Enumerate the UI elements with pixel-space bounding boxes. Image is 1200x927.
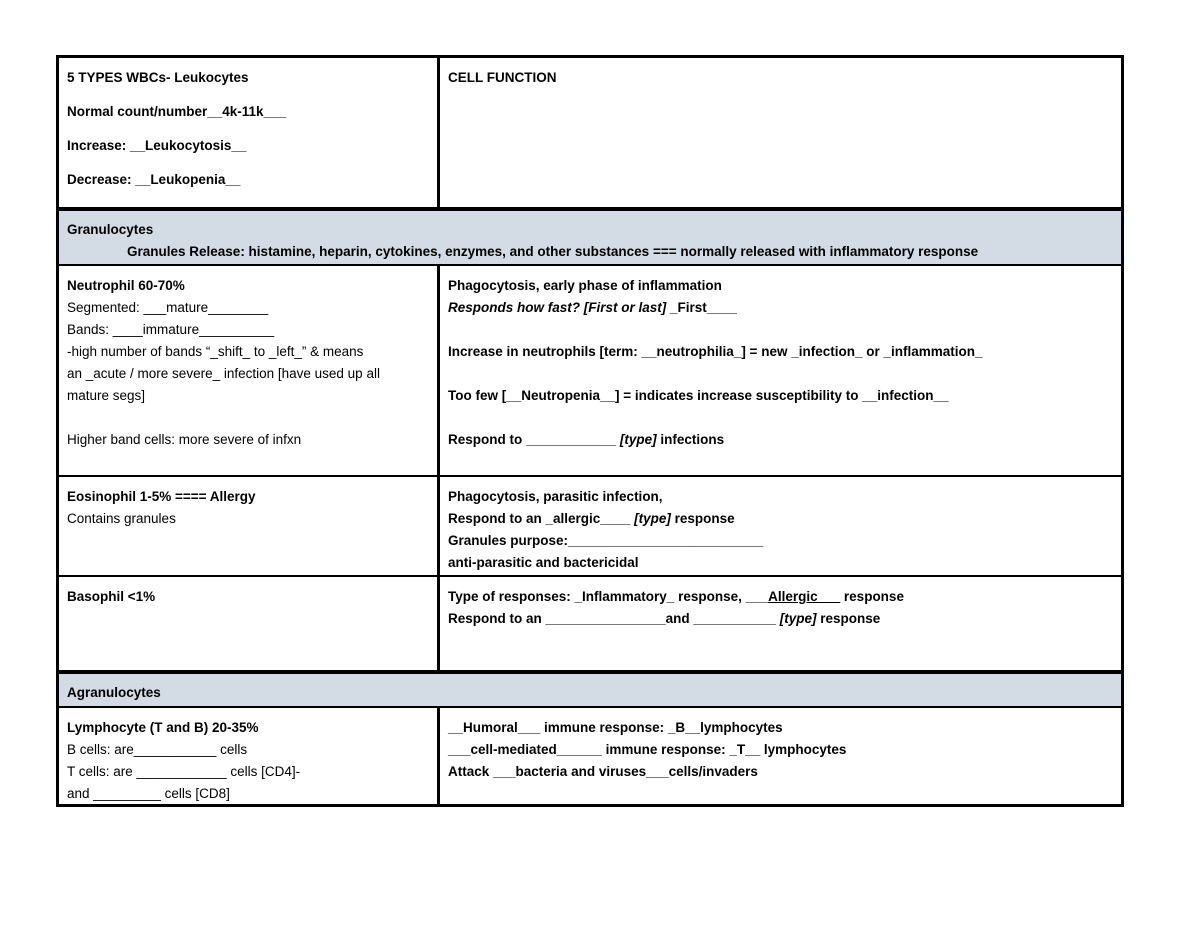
t-cells-text: T cells: are ____________ cells [CD4]-	[67, 764, 301, 779]
normal-count: Normal count/number__4k-11k___	[67, 104, 287, 119]
eosinophil-row	[59, 475, 1121, 575]
cell-function-title: CELL FUNCTION	[448, 70, 557, 85]
granules-purpose: Granules purpose:__________________________	[448, 533, 764, 548]
lymphocyte-title: Lymphocyte (T and B) 20-35%	[67, 720, 259, 735]
lymphocyte-right-cell	[440, 708, 1121, 804]
lymphocyte-row	[59, 706, 1121, 804]
lymphocyte-left-cell	[59, 708, 440, 804]
granulocytes-band	[59, 211, 1121, 264]
neutrophil-title: Neutrophil 60-70%	[67, 278, 185, 293]
neutrophil-row	[59, 264, 1121, 475]
neutrophil-left-cell	[59, 266, 440, 475]
basophil-row	[59, 575, 1121, 670]
respond-to-an: Respond to an ________________and ___________ [type] response	[448, 611, 881, 626]
higher-band-text: Higher band cells: more severe of infxn	[67, 432, 302, 447]
mature-segs-text: mature segs]	[67, 388, 146, 403]
cd8-text: and _________ cells [CD8]	[67, 786, 230, 801]
shift-left-text: -high number of bands “_shift_ to _left_” & means	[67, 344, 364, 359]
agranulocytes-band-row	[59, 670, 1121, 706]
header-row	[59, 58, 1121, 207]
basophil-title: Basophil <1%	[67, 589, 156, 604]
granulocytes-title: Granulocytes	[67, 222, 154, 237]
contains-granules: Contains granules	[67, 511, 176, 526]
eosinophil-phagocytosis: Phagocytosis, parasitic infection,	[448, 489, 663, 504]
increase-term: Increase: __Leukocytosis__	[67, 138, 247, 153]
neutrophil-right-cell	[440, 266, 1121, 475]
anti-parasitic: anti-parasitic and bactericidal	[448, 555, 639, 570]
neutrophil-phagocytosis: Phagocytosis, early phase of inflammation	[448, 278, 722, 293]
header-left-cell	[59, 58, 440, 207]
granules-release-text: Granules Release: histamine, heparin, cytokines, enzymes, and other substances === normally released with inflammatory response	[127, 244, 979, 259]
respond-to-infections: Respond to ____________ [type] infections	[448, 432, 725, 447]
wbc-table	[56, 55, 1124, 807]
header-right-cell	[440, 58, 1121, 207]
cell-mediated-response: ___cell-mediated______ immune response: _T__ lymphocytes	[448, 742, 847, 757]
eosinophil-right-cell	[440, 477, 1121, 575]
types-title: 5 TYPES WBCs- Leukocytes	[67, 70, 249, 85]
responds-how-fast: Responds how fast? [First or last] _First____	[448, 300, 737, 315]
acute-infection-text: an _acute / more severe_ infection [have used up all	[67, 366, 380, 381]
decrease-term: Decrease: __Leukopenia__	[67, 172, 241, 187]
bands-text: Bands: ____immature__________	[67, 322, 275, 337]
agranulocytes-title: Agranulocytes	[67, 685, 161, 700]
humoral-response: __Humoral___ immune response: _B__lymphocytes	[448, 720, 783, 735]
type-of-responses: Type of responses: _Inflammatory_ response, ___Allergic___ response	[448, 589, 904, 604]
attack-invaders: Attack ___bacteria and viruses___cells/invaders	[448, 764, 758, 779]
segmented-text: Segmented: ___mature________	[67, 300, 269, 315]
granulocytes-band-row	[59, 207, 1121, 264]
basophil-left-cell	[59, 577, 440, 670]
eosinophil-title: Eosinophil 1-5% ==== Allergy	[67, 489, 256, 504]
eosinophil-left-cell	[59, 477, 440, 575]
too-few-neutrophils: Too few [__Neutropenia__] = indicates increase susceptibility to __infection__	[448, 388, 949, 403]
basophil-right-cell	[440, 577, 1121, 670]
increase-neutrophils: Increase in neutrophils [term: __neutrophilia_] = new _infection_ or _inflammation_	[448, 344, 983, 359]
b-cells-text: B cells: are___________ cells	[67, 742, 248, 757]
agranulocytes-band	[59, 674, 1121, 706]
respond-allergic: Respond to an _allergic____ [type] response	[448, 511, 735, 526]
